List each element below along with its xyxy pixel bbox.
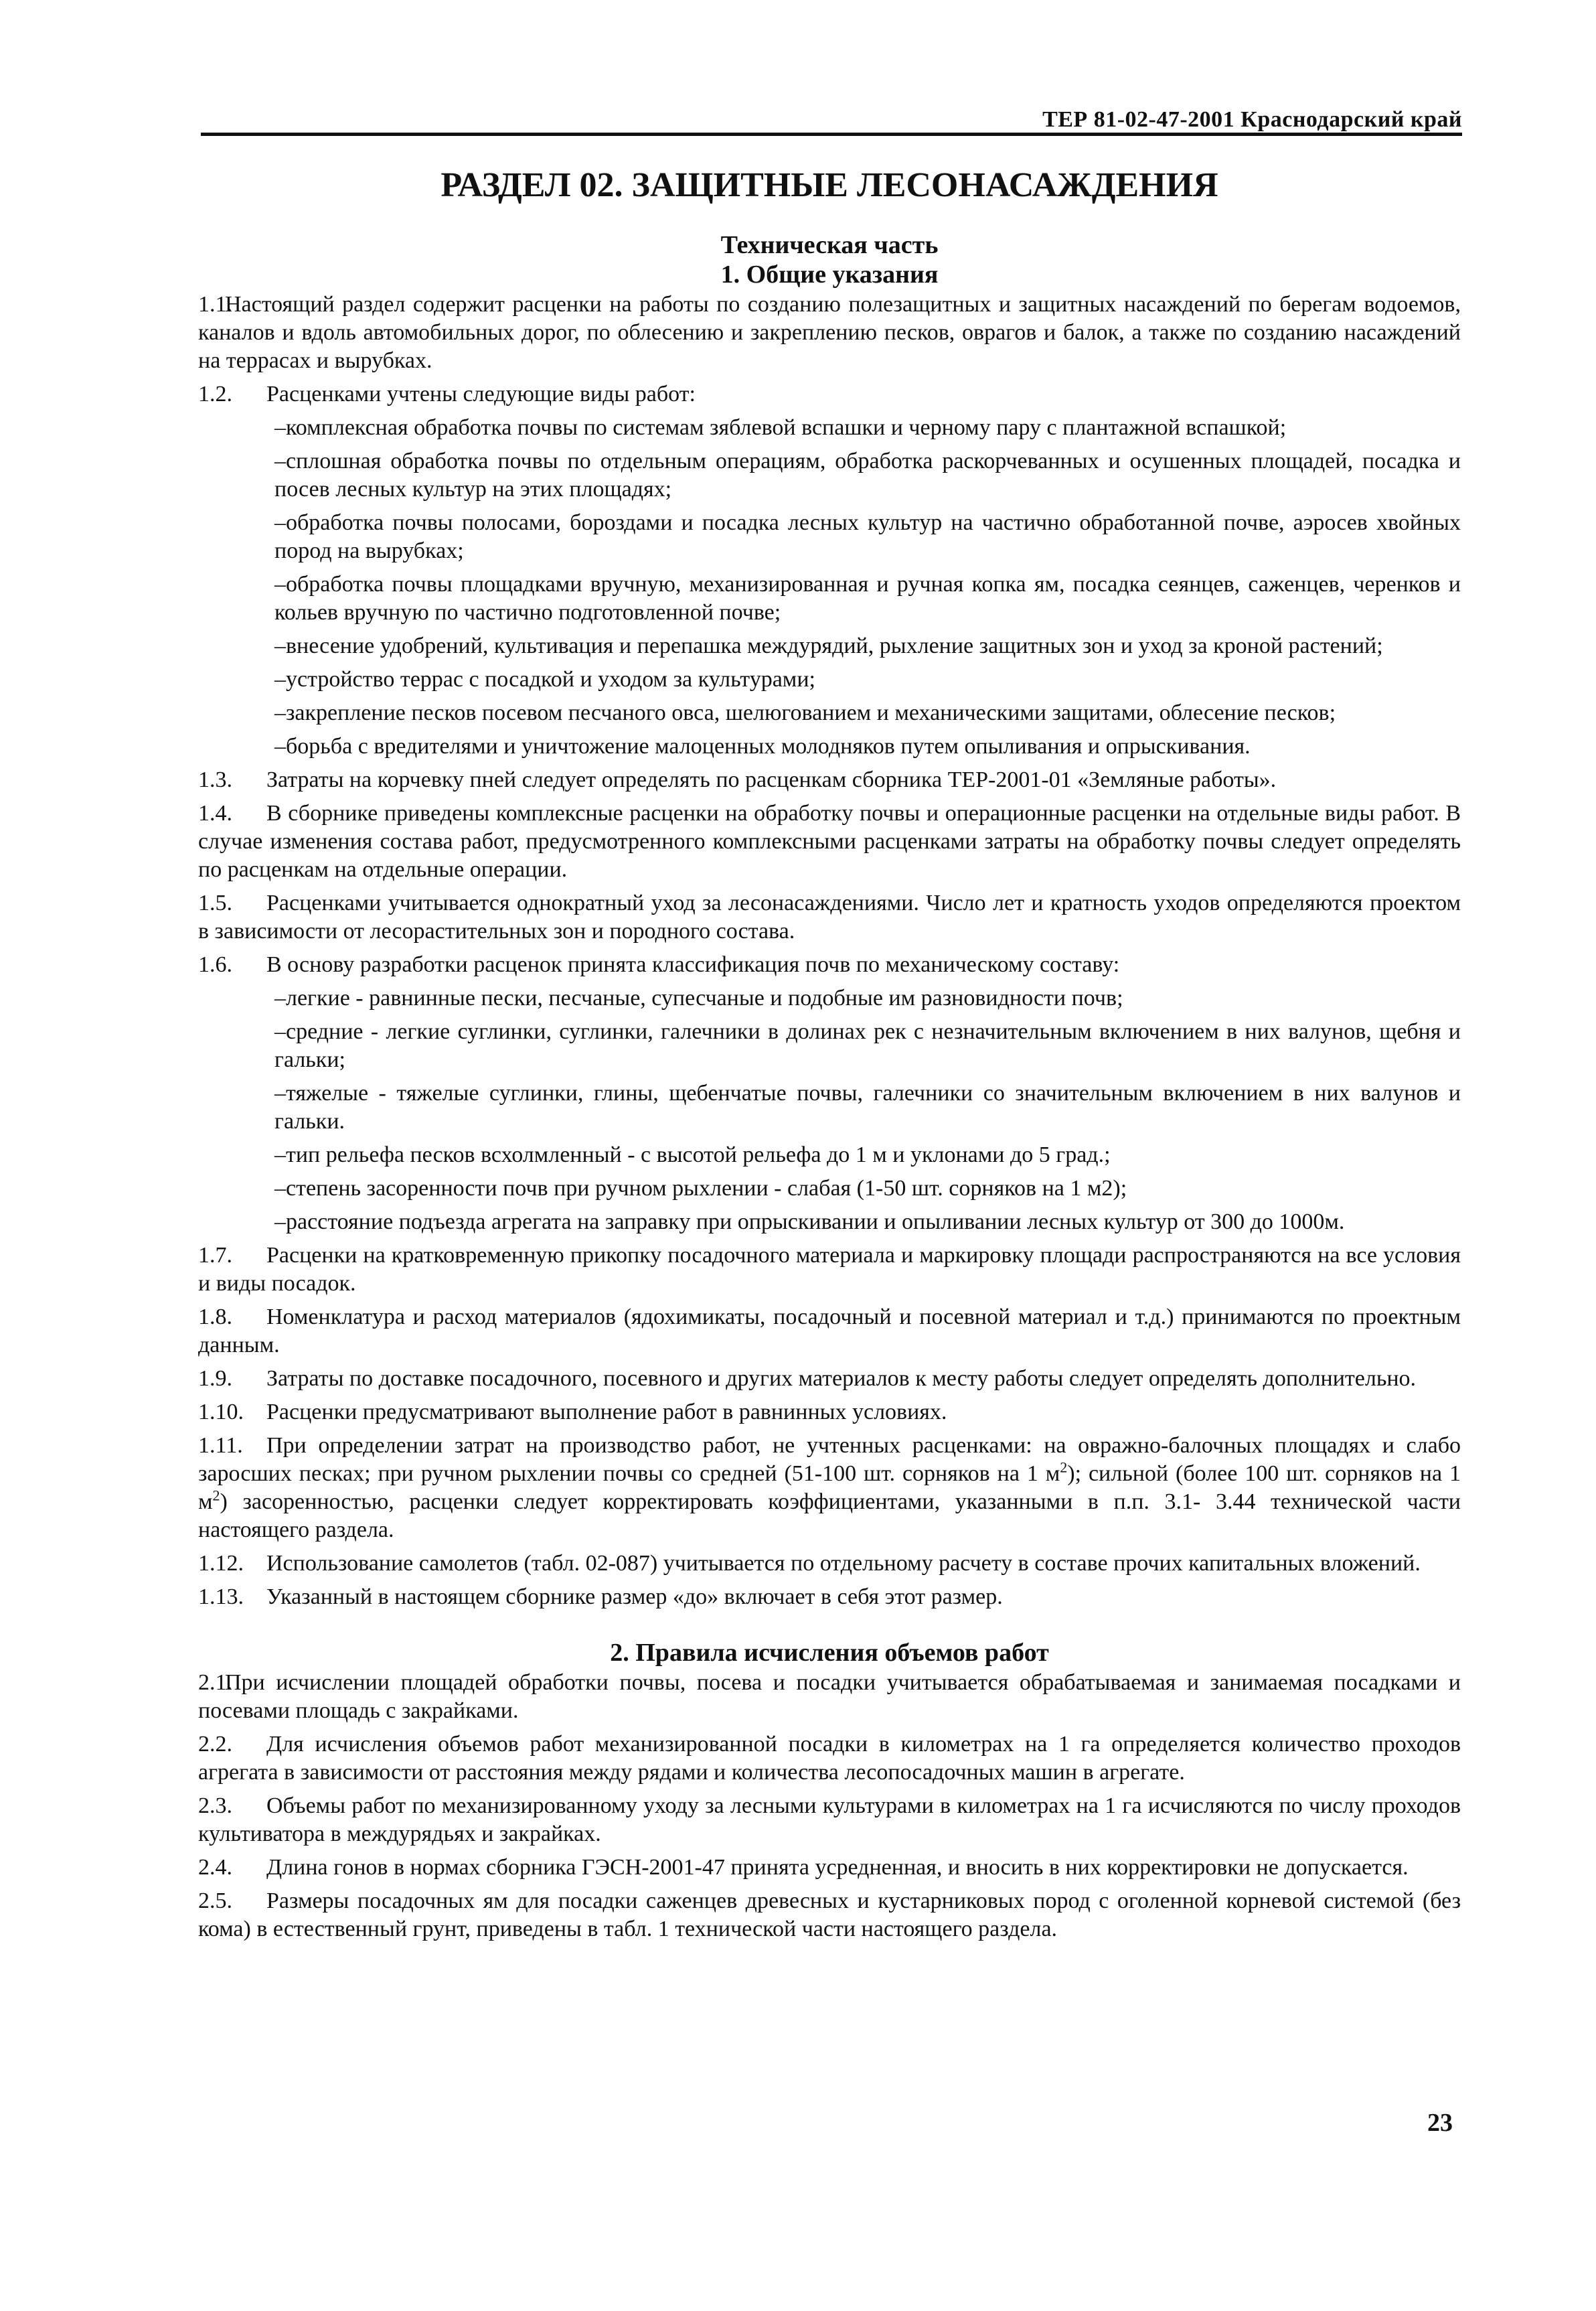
list-item: –тип рельефа песков всхолмленный - с высотой рельефа до 1 м и уклонами до 5 град.; bbox=[274, 1142, 1111, 1167]
list-item: –обработка почвы полосами, бороздами и посадка лесных культур на частично обработанной почве, аэросев хвойных пород на вырубках; bbox=[274, 510, 1461, 563]
paragraph-1-8: 1.8. Номенклатура и расход материалов (ядохимикаты, посадочный и посевной материал и т.д.) принимаются по проектным данным. bbox=[198, 1304, 1461, 1357]
paragraph-1-7: 1.7. Расценки на кратковременную прикопку посадочного материала и маркировку площади распространяются на все условия и виды посадок. bbox=[198, 1243, 1461, 1296]
list-item: –обработка почвы площадками вручную, механизированная и ручная копка ям, посадка сеянцев, саженцев, черенков и кольев вручную по частично подготовленной почве; bbox=[274, 572, 1461, 625]
paragraph-1-5: 1.5. Расценками учитывается однократный уход за лесонасаждениями. Число лет и кратность уходов определяются проектом в зависимости от лесорастительных зон и породного состава. bbox=[198, 891, 1461, 944]
list-item: –средние - легкие суглинки, суглинки, галечники в долинах рек с незначительным включением в них валунов, щебня и гальки; bbox=[274, 1019, 1461, 1072]
paragraph-2-1: 2.1.При исчислении площадей обработки почвы, посева и посадки учитывается обрабатываемая и занимаемая посадками и посевами площадь с закрайками. bbox=[198, 1670, 1461, 1723]
paragraph-1-3: 1.3. Затраты на корчевку пней следует определять по расценкам сборника ТЕР-2001-01 «Земляные работы». bbox=[198, 767, 1277, 792]
list-item: –легкие - равнинные пески, песчаные, супесчаные и подобные им разновидности почв; bbox=[274, 986, 1123, 1011]
paragraph-2-3: 2.3. Объемы работ по механизированному уходу за лесными культурами в километрах на 1 га исчисляются по числу проходов культиватора в междурядьях и закрайках. bbox=[198, 1793, 1461, 1846]
list-item: –закрепление песков посевом песчаного овса, шелюгованием и механическими защитами, облесение песков; bbox=[274, 700, 1336, 725]
page-number: 23 bbox=[1427, 2109, 1453, 2137]
list-item: –борьба с вредителями и уничтожение малоценных молодняков путем опыливания и опрыскивания. bbox=[274, 734, 1251, 759]
list-item: –комплексная обработка почвы по системам зяблевой вспашки и черному пару с плантажной вспашкой; bbox=[274, 415, 1287, 440]
paragraph-1-13: 1.13. Указанный в настоящем сборнике размер «до» включает в себя этот размер. bbox=[198, 1584, 1003, 1609]
paragraph-1-11: 1.11. При определении затрат на производство работ, не учтенных расценками: на овражно-балочных площадях и слабо заросших песках; при ручном рыхлении почвы со средней (51-100 шт. сорняков на 1 $м^2$); сильной (более 100 шт. сорняков на 1 $м^2$) засоренностью, расценки следует корректировать коэффициентами, указанными в п.п. 3.1- 3.44 технической части настоящего раздела. bbox=[198, 1433, 1461, 1542]
paragraph-1-9: 1.9. Затраты по доставке посадочного, посевного и других материалов к месту работы следует определять дополнительно. bbox=[198, 1366, 1417, 1391]
paragraph-1-2: 1.2. Расценками учтены следующие виды работ: bbox=[198, 382, 696, 406]
list-item: –тяжелые - тяжелые суглинки, глины, щебенчатые почвы, галечники со значительным включением в них валунов и гальки. bbox=[274, 1081, 1461, 1134]
chapter-1-title: 1. Общие указания bbox=[720, 260, 939, 289]
paragraph-1-1: 1.1.Настоящий раздел содержит расценки на работы по созданию полезащитных и защитных насаждений по берегам водоемов, каналов и вдоль автомобильных дорог, по облесению и закреплению песков, оврагов и балок, а также по созданию насаждений на террасах и вырубках. bbox=[198, 292, 1461, 373]
paragraph-1-6: 1.6. В основу разработки расценок принята классификация почв по механическому составу: bbox=[198, 952, 1120, 977]
paragraph-2-5: 2.5. Размеры посадочных ям для посадки саженцев древесных и кустарниковых пород с оголенной корневой системой (без кома) в естественный грунт, приведены в табл. 1 технической части настоящего раздела. bbox=[198, 1888, 1461, 1941]
document-code: ТЕР 81-02-47-2001 Краснодарский край bbox=[1042, 107, 1462, 132]
list-item: –устройство террас с посадкой и уходом за культурами; bbox=[274, 667, 815, 692]
page-content bbox=[198, 155, 1461, 1949]
technical-part-title: Техническая часть bbox=[720, 231, 939, 259]
header-rule bbox=[201, 133, 1462, 136]
list-item: –расстояние подъезда агрегата на заправку при опрыскивании и опыливании лесных культур от 300 до 1000м. bbox=[274, 1209, 1345, 1234]
list-item: –степень засоренности почв при ручном рыхлении - слабая (1-50 шт. сорняков на 1 м2); bbox=[274, 1176, 1127, 1201]
paragraph-2-4: 2.4. Длина гонов в нормах сборника ГЭСН-2001-47 принята усредненная, и вносить в них корректировки не допускается. bbox=[198, 1855, 1409, 1880]
paragraph-1-10: 1.10. Расценки предусматривают выполнение работ в равнинных условиях. bbox=[198, 1400, 947, 1424]
paragraph-1-12: 1.12. Использование самолетов (табл. 02-087) учитывается по отдельному расчету в составе прочих капитальных вложений. bbox=[198, 1551, 1421, 1576]
paragraph-2-2: 2.2. Для исчисления объемов работ механизированной посадки в километрах на 1 га определяется количество проходов агрегата в зависимости от расстояния между рядами и количества лесопосадочных машин в агрегате. bbox=[198, 1732, 1461, 1785]
list-item: –сплошная обработка почвы по отдельным операциям, обработка раскорчеванных и осушенных площадей, посадка и посев лесных культур на этих площадях; bbox=[274, 449, 1461, 502]
list-item: –внесение удобрений, культивация и перепашка междурядий, рыхление защитных зон и уход за кроной растений; bbox=[274, 633, 1383, 658]
paragraph-1-4: 1.4. В сборнике приведены комплексные расценки на обработку почвы и операционные расценки на отдельные виды работ. В случае изменения состава работ, предусмотренного комплексными расценками затраты на обработку почвы следует определять по расценкам на отдельные операции. bbox=[198, 801, 1461, 882]
chapter-2-title: 2. Правила исчисления объемов работ bbox=[610, 1639, 1049, 1667]
section-title: РАЗДЕЛ 02. ЗАЩИТНЫЕ ЛЕСОНАСАЖДЕНИЯ bbox=[441, 166, 1218, 204]
